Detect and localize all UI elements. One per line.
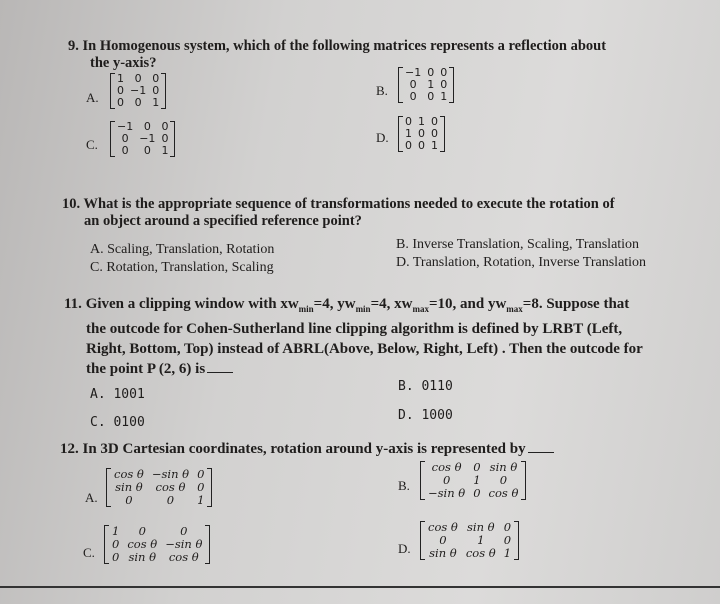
q9-b-matrix-cell: 0 — [409, 90, 417, 103]
q9-d-matrix-cell: 1 — [431, 139, 438, 152]
q9-option-b-matrix[interactable] — [398, 67, 454, 103]
q12-option-a-matrix[interactable] — [106, 468, 212, 507]
q12-c-matrix-cell: 0 — [180, 524, 188, 538]
q9-d-matrix-cell: 0 — [405, 115, 412, 128]
q12-a-matrix-cell: 0 — [197, 467, 205, 481]
q9-a-matrix-row — [114, 97, 162, 109]
q12-c-matrix-cell: 0 — [112, 550, 120, 564]
q9-d-matrix-cell: 0 — [431, 127, 438, 140]
q9-b-matrix-cell: 0 — [427, 66, 435, 79]
q12-b-matrix-cell: sin θ — [489, 460, 518, 474]
q9-c-matrix-cell: 0 — [143, 144, 151, 157]
q10-line1: What is the appropriate sequence of transformations needed to execute the rotation of — [83, 196, 615, 212]
q9-d-matrix-cell: 0 — [405, 139, 412, 152]
q11-v4: =8. Suppose that — [522, 296, 630, 312]
q11-sub-ywmax: max — [506, 304, 523, 314]
q12-number: 12. — [60, 441, 79, 457]
q11-line2: the outcode for Cohen-Sutherland line clipping algorithm is defined by LRBT (Left, — [86, 321, 623, 337]
q10-line2: an object around a specified reference point? — [84, 213, 362, 229]
q12-b-matrix-cell: cos θ — [431, 460, 462, 474]
q9-option-d-matrix[interactable] — [398, 116, 445, 152]
q10-option-c[interactable]: C. Rotation, Translation, Scaling — [90, 260, 274, 275]
q11-v2: =4, xw — [370, 296, 413, 312]
q12-b-matrix-cell: 0 — [473, 486, 481, 500]
q9-b-matrix-cell: −1 — [405, 66, 422, 79]
q9-a-matrix-cell: −1 — [130, 84, 147, 97]
q9-d-matrix-cell: 1 — [418, 115, 425, 128]
q12-d-matrix-cell: sin θ — [429, 546, 457, 560]
q9-option-d-label[interactable]: D. — [376, 130, 389, 145]
q9-c-matrix-cell: 1 — [161, 144, 169, 157]
q9-c-matrix-cell: 0 — [161, 132, 169, 145]
q12-c-matrix-cell: −sin θ — [165, 537, 203, 551]
q9-d-matrix-row — [402, 140, 441, 152]
q12-option-c-matrix[interactable] — [104, 525, 210, 564]
q12-option-d-matrix[interactable] — [420, 521, 519, 560]
q9-b-matrix-cell: 0 — [409, 78, 417, 91]
q12-a-matrix-cell: 0 — [166, 493, 175, 507]
q12-option-b-label[interactable]: B. — [398, 478, 410, 493]
q12-line1: In 3D Cartesian coordinates, rotation around y-axis is represented by — [82, 441, 526, 457]
q12-b-matrix-cell: 0 — [473, 460, 481, 474]
q9-a-matrix-cell: 0 — [134, 72, 142, 85]
q9-c-matrix-cell: 0 — [161, 120, 169, 133]
q11-answer-blank[interactable] — [207, 372, 233, 373]
q12-b-matrix-cell: 0 — [442, 473, 451, 487]
q12-a-matrix-cell: cos θ — [155, 480, 186, 494]
q12-a-matrix-row — [110, 494, 208, 507]
q9-line2: the y-axis? — [90, 55, 157, 71]
q9-b-matrix-row — [402, 91, 450, 103]
q12-d-matrix-cell: cos θ — [428, 520, 458, 534]
q11-line3: Right, Bottom, Top) instead of ABRL(Above, Below, Right, Left) . Then the outcode for — [86, 341, 643, 357]
q9-b-matrix-cell: 1 — [427, 78, 435, 91]
q12-d-matrix-cell: 0 — [439, 533, 447, 547]
q9-option-b-label[interactable]: B. — [376, 83, 388, 98]
q12-b-matrix-cell: 0 — [499, 473, 508, 487]
q9-number: 9. — [68, 38, 79, 54]
q9-a-matrix-cell: 0 — [152, 72, 160, 85]
q12-c-matrix-cell: 0 — [138, 524, 146, 538]
q12-c-matrix-cell: 1 — [112, 524, 120, 538]
q9-b-matrix-cell: 0 — [427, 90, 435, 103]
q11-sub-ywmin: min — [355, 304, 371, 314]
q11-text — [64, 294, 704, 379]
q11-option-d[interactable]: D. 1000 — [398, 408, 453, 423]
q11-v1: =4, yw — [313, 296, 356, 312]
q9-d-matrix-cell: 0 — [418, 139, 425, 152]
q12-b-matrix-cell: 1 — [473, 473, 481, 487]
q9-a-matrix-cell: 0 — [117, 84, 124, 97]
q12-d-matrix-row — [424, 547, 515, 560]
q12-a-matrix-cell: sin θ — [115, 480, 143, 494]
q11-line1a: Given a clipping window with xw — [85, 296, 299, 312]
q9-a-matrix-cell: 0 — [152, 84, 160, 97]
q12-d-matrix-cell: 1 — [503, 546, 512, 560]
q9-b-matrix-cell: 1 — [440, 90, 448, 103]
q9-d-matrix-cell: 0 — [431, 115, 438, 128]
q12-a-matrix-cell: 0 — [197, 480, 205, 494]
q9-c-matrix-cell: −1 — [139, 132, 156, 145]
q9-option-c-matrix[interactable] — [110, 121, 175, 157]
q9-c-matrix-cell: −1 — [117, 120, 134, 133]
q9-c-matrix-cell: 0 — [143, 120, 151, 133]
q12-d-matrix-cell: 1 — [477, 533, 485, 547]
q12-answer-blank[interactable] — [528, 452, 554, 453]
q11-sub-xwmax: max — [412, 304, 429, 314]
q9-text — [68, 38, 688, 72]
q12-d-matrix-cell: sin θ — [467, 520, 495, 534]
q9-option-a-matrix[interactable] — [110, 73, 166, 109]
q9-option-a-label[interactable]: A. — [86, 90, 99, 105]
q12-c-matrix-cell: cos θ — [127, 537, 158, 551]
q12-b-matrix-row — [424, 487, 522, 500]
q9-a-matrix-cell: 1 — [152, 96, 160, 109]
q12-a-matrix-cell: cos θ — [114, 467, 144, 481]
q12-b-matrix-cell: cos θ — [488, 486, 519, 500]
q12-d-matrix-cell: 0 — [503, 520, 512, 534]
q12-a-matrix-cell: 1 — [197, 493, 205, 507]
q11-option-b[interactable]: B. 0110 — [398, 379, 453, 394]
q12-d-matrix-cell: 0 — [503, 533, 512, 547]
q12-a-matrix-cell: −sin θ — [151, 467, 190, 481]
q11-number: 11. — [64, 296, 82, 312]
q10-option-b[interactable]: B. Inverse Translation, Scaling, Translation — [396, 237, 640, 252]
q12-c-matrix-row — [108, 551, 206, 564]
q11-option-a[interactable]: A. 1001 — [90, 387, 145, 402]
q10-text — [62, 196, 702, 230]
q12-d-matrix-cell: cos θ — [465, 546, 496, 560]
q12-option-c-label[interactable]: C. — [83, 545, 95, 560]
q9-c-matrix-row — [114, 145, 171, 157]
q12-option-b-matrix[interactable] — [420, 461, 526, 500]
q9-a-matrix-cell: 0 — [134, 96, 142, 109]
q9-a-matrix-cell: 0 — [117, 96, 124, 109]
q12-text — [60, 441, 700, 458]
q9-line1: In Homogenous system, which of the following matrices represents a reflection about — [82, 38, 607, 54]
q9-b-matrix-cell: 0 — [440, 66, 448, 79]
q10-option-d[interactable]: D. Translation, Rotation, Inverse Translation — [396, 255, 647, 270]
q11-sub-xwmin: min — [298, 304, 314, 314]
q11-line4: the point P (2, 6) is — [86, 361, 206, 377]
q12-option-a-label[interactable]: A. — [85, 490, 98, 505]
q12-c-matrix-cell: cos θ — [168, 550, 199, 564]
q9-b-matrix-cell: 0 — [440, 78, 448, 91]
q9-d-matrix-cell: 0 — [418, 127, 425, 140]
q10-option-a[interactable]: A. Scaling, Translation, Rotation — [90, 242, 275, 257]
q9-a-matrix-cell: 1 — [117, 72, 124, 85]
q12-c-matrix-cell: sin θ — [128, 550, 157, 564]
q9-option-c-label[interactable]: C. — [86, 137, 98, 152]
q9-c-matrix-cell: 0 — [121, 144, 129, 157]
q12-d-matrix-row — [424, 521, 515, 534]
q10-number: 10. — [62, 196, 81, 212]
q12-b-matrix-cell: −sin θ — [428, 486, 466, 500]
q11-option-c[interactable]: C. 0100 — [90, 415, 145, 430]
page-bottom-rule — [0, 586, 720, 588]
q12-c-matrix-cell: 0 — [112, 537, 120, 551]
q11-v3: =10, and yw — [428, 296, 507, 312]
q9-c-matrix-cell: 0 — [121, 132, 129, 145]
q9-d-matrix-cell: 1 — [405, 127, 412, 140]
q12-option-d-label[interactable]: D. — [398, 541, 411, 556]
q12-a-matrix-cell: 0 — [125, 493, 133, 507]
